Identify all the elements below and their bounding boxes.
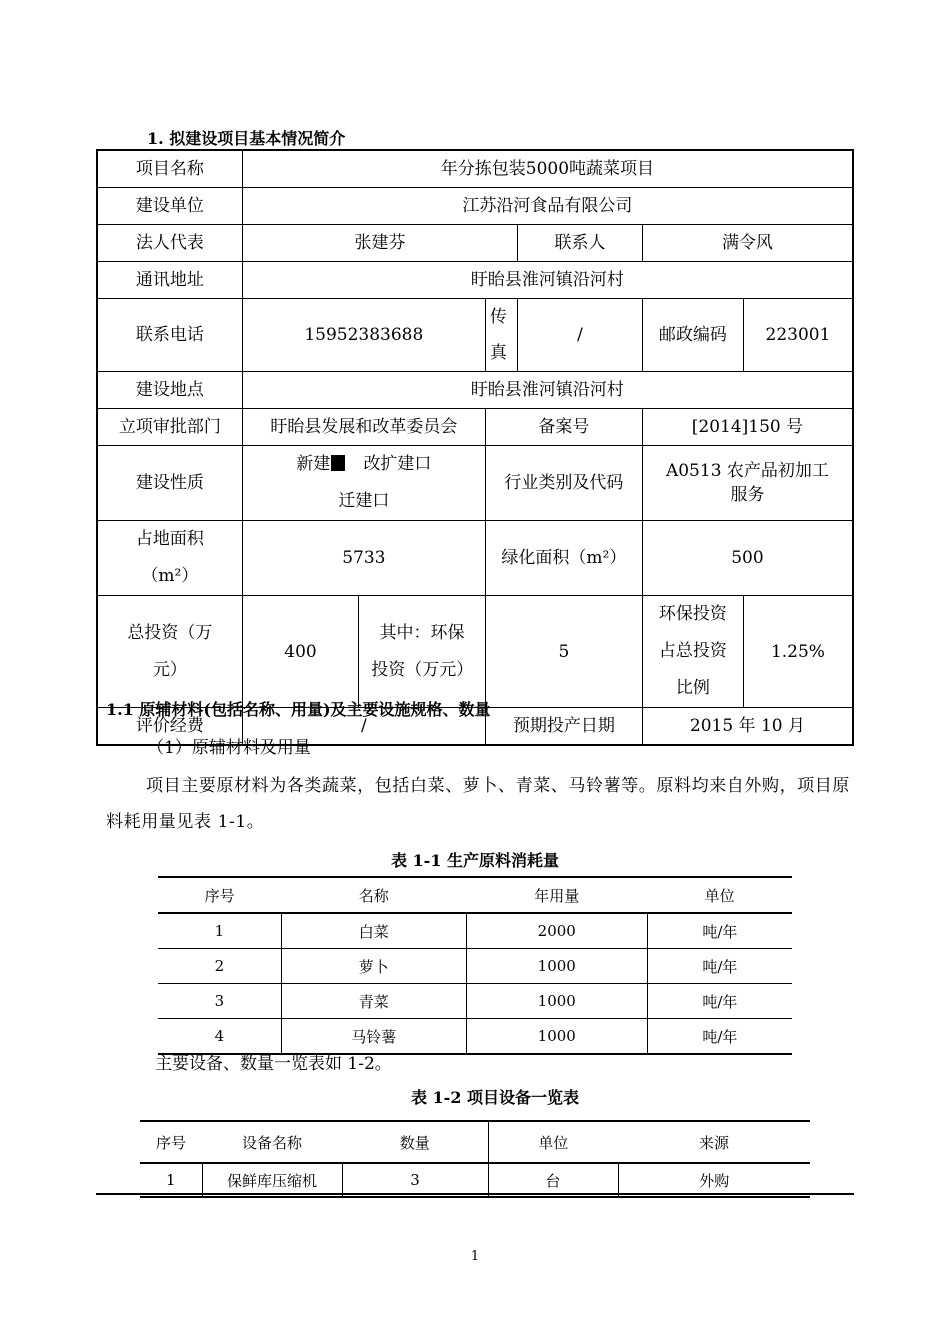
label-contact: 联系人 — [518, 225, 643, 262]
value-industry: A0513 农产品初加工服务 — [642, 446, 853, 521]
table2-header: 序号 — [140, 1121, 202, 1163]
value-legal-rep: 张建芬 — [242, 225, 517, 262]
table2-header: 来源 — [618, 1121, 810, 1163]
nature-expand: 改扩建口 — [363, 454, 432, 474]
table-cell: 青菜 — [281, 984, 466, 1019]
table-cell: 1000 — [466, 1019, 647, 1055]
basic-info-table — [96, 149, 854, 746]
label-date: 预期投产日期 — [485, 708, 642, 746]
table2-header: 数量 — [342, 1121, 488, 1163]
value-ratio: 1.25% — [743, 596, 853, 708]
page-rule — [96, 1193, 854, 1195]
table-row — [158, 949, 792, 984]
value-contact: 满令风 — [642, 225, 853, 262]
label-builder: 建设单位 — [97, 188, 242, 225]
table-cell: 1000 — [466, 984, 647, 1019]
table-row — [158, 913, 792, 949]
table1-header: 名称 — [281, 877, 466, 913]
label-record: 备案号 — [485, 409, 642, 446]
label-project-name: 项目名称 — [97, 150, 242, 188]
value-builder: 江苏沿河食品有限公司 — [242, 188, 853, 225]
label-fax: 传真 — [485, 299, 517, 372]
value-address: 盱眙县淮河镇沿河村 — [242, 262, 853, 299]
table-row — [140, 1163, 810, 1197]
value-postcode: 223001 — [743, 299, 853, 372]
table-cell: 吨/年 — [647, 949, 792, 984]
table2-caption: 表 1-2 项目设备一览表 — [410, 1088, 580, 1107]
equipment-table — [140, 1120, 810, 1198]
table2-header: 设备名称 — [202, 1121, 342, 1163]
value-phone: 15952383688 — [242, 299, 485, 372]
subheading-materials: （1）原辅材料及用量 — [147, 738, 311, 758]
label-invest: 总投资（万元） — [97, 596, 242, 708]
page-number: 1 — [470, 1249, 480, 1264]
table-row — [158, 984, 792, 1019]
value-green: 500 — [642, 521, 853, 596]
table-cell: 2000 — [466, 913, 647, 949]
table-cell: 吨/年 — [647, 1019, 792, 1055]
table-cell: 吨/年 — [647, 984, 792, 1019]
paragraph-materials: 项目主要原材料为各类蔬菜，包括白菜、萝卜、青菜、马铃薯等。原料均来自外购，项目原料耗用量见表 1-1。 — [106, 776, 850, 832]
paragraph-equipment: 主要设备、数量一览表如 1-2。 — [155, 1054, 392, 1074]
table-cell: 4 — [158, 1019, 281, 1055]
table-cell: 白菜 — [281, 913, 466, 949]
value-project-name: 年分拣包装5000吨蔬菜项目 — [242, 150, 853, 188]
value-nature — [242, 446, 485, 521]
label-postcode: 邮政编码 — [642, 299, 743, 372]
table-cell: 1 — [165, 1171, 176, 1189]
value-record: [2014]150 号 — [642, 409, 853, 446]
table1-header: 序号 — [158, 877, 281, 913]
table-cell: 2 — [158, 949, 281, 984]
table-cell: 保鲜库压缩机 — [202, 1163, 342, 1197]
nature-new: 新建 — [296, 454, 331, 474]
label-area: 占地面积（m²） — [97, 521, 242, 596]
subsection-title: 1.1 原辅材料(包括名称、用量)及主要设施规格、数量 — [106, 700, 491, 719]
table-cell: 1 — [158, 913, 281, 949]
value-fax: / — [518, 299, 643, 372]
label-nature: 建设性质 — [97, 446, 242, 521]
label-ratio: 环保投资占总投资比例 — [642, 596, 743, 708]
label-approval: 立项审批部门 — [97, 409, 242, 446]
value-site: 盱眙县淮河镇沿河村 — [242, 372, 853, 409]
label-industry: 行业类别及代码 — [485, 446, 642, 521]
label-phone: 联系电话 — [97, 299, 242, 372]
table2-header: 单位 — [488, 1121, 618, 1163]
table1-caption: 表 1-1 生产原料消耗量 — [390, 851, 560, 870]
value-approval: 盱眙县发展和改革委员会 — [242, 409, 485, 446]
table-cell: 马铃薯 — [281, 1019, 466, 1055]
value-area: 5733 — [242, 521, 485, 596]
table-cell: 吨/年 — [647, 913, 792, 949]
value-date: 2015 年 10 月 — [642, 708, 853, 746]
table1-header: 年用量 — [466, 877, 647, 913]
label-env-invest: 其中：环保投资（万元） — [359, 596, 486, 708]
nature-move: 迁建口 — [338, 491, 390, 511]
value-env-invest: 5 — [485, 596, 642, 708]
section-title: 1. 拟建设项目基本情况简介 — [147, 129, 346, 148]
label-fee: 评价经费 — [97, 708, 242, 746]
label-address: 通讯地址 — [97, 262, 242, 299]
table-cell: 1000 — [466, 949, 647, 984]
table-cell: 萝卜 — [281, 949, 466, 984]
table1-header: 单位 — [647, 877, 792, 913]
value-fee: / — [242, 708, 485, 746]
table-cell: 台 — [488, 1163, 618, 1197]
label-green: 绿化面积（m²） — [485, 521, 642, 596]
label-legal-rep: 法人代表 — [97, 225, 242, 262]
materials-table — [158, 876, 792, 1055]
table-cell: 3 — [158, 984, 281, 1019]
table-cell: 外购 — [618, 1163, 810, 1197]
checked-box-icon — [331, 455, 345, 471]
label-site: 建设地点 — [97, 372, 242, 409]
table-cell: 3 — [342, 1163, 488, 1197]
value-invest: 400 — [242, 596, 358, 708]
